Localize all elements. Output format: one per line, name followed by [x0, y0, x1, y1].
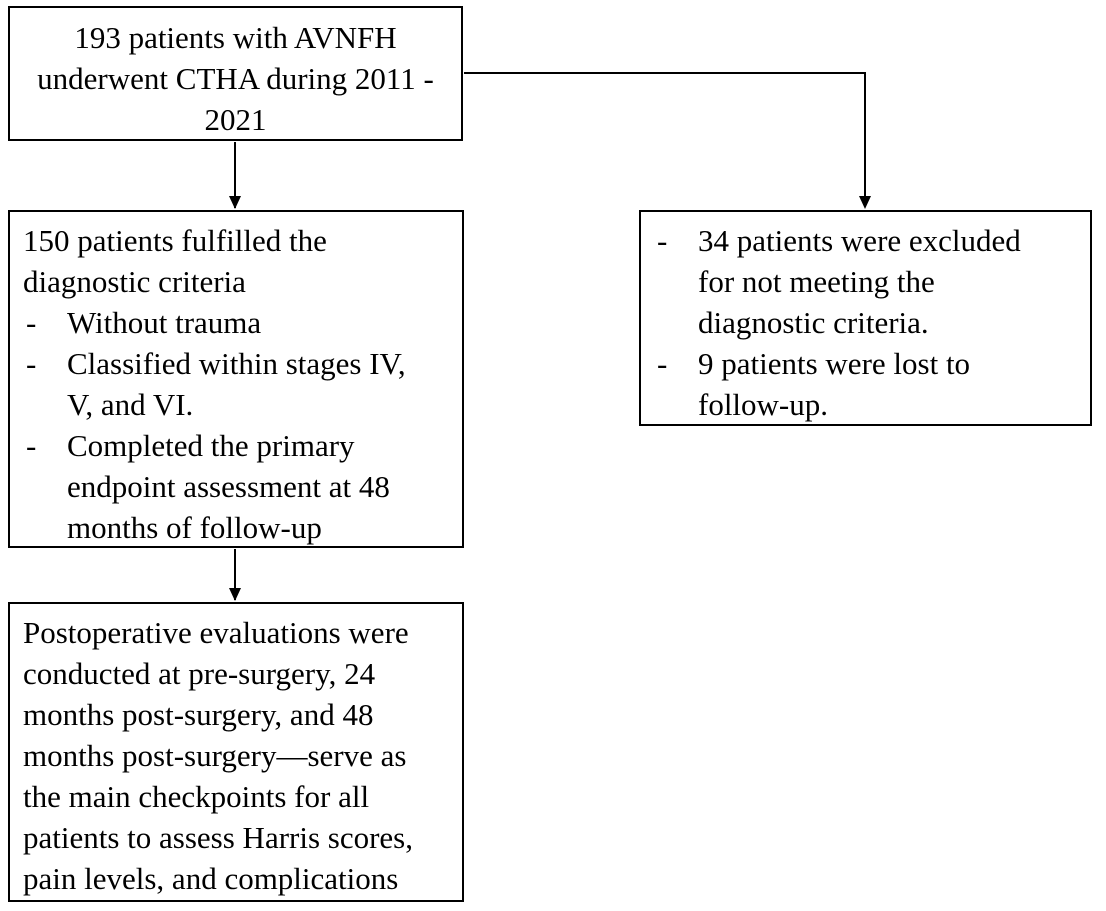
- inclusion-item-line: V, and VI.: [67, 387, 194, 422]
- exclusion-item-line: follow-up.: [698, 387, 829, 422]
- source-population-line: underwent CTHA during 2011 -: [37, 61, 434, 96]
- arrowhead-excluded: [859, 196, 871, 209]
- inclusion-criteria-box: [8, 210, 464, 548]
- inclusion-item-line: Without trauma: [67, 305, 262, 340]
- evaluation-line: conducted at pre-surgery, 24: [23, 656, 376, 691]
- arrowhead-criteria: [229, 196, 241, 209]
- bullet-dash: -: [26, 305, 37, 340]
- inclusion-criteria-item: [23, 425, 462, 548]
- inclusion-criteria-item: [23, 343, 462, 425]
- evaluation-line: Postoperative evaluations were: [23, 615, 409, 650]
- evaluation-line: months post-surgery, and 48: [23, 697, 374, 732]
- inclusion-criteria-item: [23, 302, 462, 343]
- evaluation-box: [8, 602, 464, 902]
- exclusion-list: [654, 220, 1090, 425]
- inclusion-criteria-list: [23, 302, 462, 548]
- inclusion-item-line: months of follow-up: [67, 510, 322, 545]
- arrow-top-to-excluded: [464, 73, 865, 207]
- bullet-dash: -: [657, 346, 668, 381]
- inclusion-item-line: Classified within stages IV,: [67, 346, 406, 381]
- evaluation-line: months post-surgery—serve as: [23, 738, 407, 773]
- exclusion-item-line: 34 patients were excluded: [698, 223, 1021, 258]
- bullet-dash: -: [657, 223, 668, 258]
- arrowhead-evaluations: [229, 588, 241, 601]
- exclusion-item: [654, 343, 1090, 425]
- source-population-line: 193 patients with AVNFH: [74, 20, 397, 55]
- exclusion-item-line: diagnostic criteria.: [698, 305, 929, 340]
- bullet-dash: -: [26, 346, 37, 381]
- inclusion-item-line: endpoint assessment at 48: [67, 469, 390, 504]
- evaluation-line: patients to assess Harris scores,: [23, 820, 413, 855]
- exclusion-box: [639, 210, 1092, 426]
- exclusion-item-line: for not meeting the: [698, 264, 935, 299]
- source-population-box: [8, 6, 463, 141]
- inclusion-item-line: Completed the primary: [67, 428, 355, 463]
- exclusion-item: [654, 220, 1090, 343]
- evaluation-line: pain levels, and complications: [23, 861, 399, 896]
- evaluation-line: the main checkpoints for all: [23, 779, 370, 814]
- bullet-dash: -: [26, 428, 37, 463]
- inclusion-intro-line: diagnostic criteria: [23, 264, 246, 299]
- source-population-line: 2021: [204, 102, 267, 137]
- inclusion-intro-line: 150 patients fulfilled the: [23, 223, 327, 258]
- exclusion-item-line: 9 patients were lost to: [698, 346, 971, 381]
